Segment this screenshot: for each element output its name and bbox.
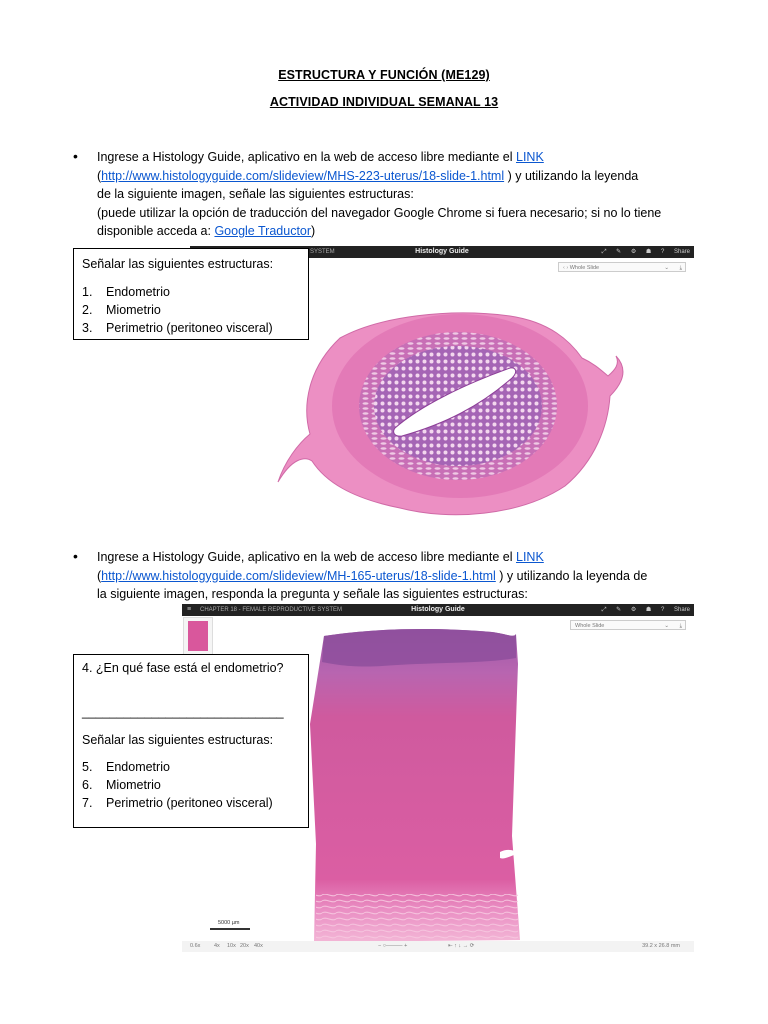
google-translate-link[interactable]: Google Traductor bbox=[214, 224, 312, 238]
s2-line1: Ingrese a Histology Guide, aplicativo en la web de acceso libre mediante el bbox=[97, 550, 516, 564]
section1-instructions bbox=[97, 148, 707, 241]
item-label: Perimetrio (peritoneo visceral) bbox=[106, 796, 273, 810]
bullet-icon: • bbox=[73, 548, 78, 564]
scale-bar bbox=[210, 928, 250, 930]
item-label: Perimetrio (peritoneo visceral) bbox=[106, 321, 273, 335]
item-number: 3. bbox=[82, 321, 93, 335]
viewer2-footer bbox=[182, 941, 694, 952]
item-number: 7. bbox=[82, 796, 93, 810]
viewer2-chapter: CHAPTER 18 - FEMALE REPRODUCTIVE SYSTEM bbox=[200, 607, 343, 613]
menu-icon[interactable]: ≡ bbox=[187, 606, 192, 613]
answer-line[interactable]: _____________________________ bbox=[82, 705, 284, 719]
s1-close-paren: ) bbox=[311, 224, 316, 238]
course-title: ESTRUCTURA Y FUNCIÓN (ME129) bbox=[278, 68, 490, 82]
s1-link[interactable]: LINK bbox=[516, 150, 544, 164]
item-number: 1. bbox=[82, 285, 93, 299]
viewer1-chapter: SYSTEM bbox=[310, 249, 335, 255]
s1-line5: disponible acceda a: bbox=[97, 224, 215, 238]
chevron-down-icon: ⌄ bbox=[664, 623, 669, 629]
s1-line2-rest: ) y utilizando la leyenda bbox=[504, 168, 639, 183]
viewer2-share-button[interactable]: Share bbox=[673, 607, 690, 613]
s2-line3: la siguiente imagen, responda la pregunta y señale las siguientes estructuras: bbox=[97, 587, 528, 601]
list-item bbox=[82, 794, 300, 812]
viewer1-share-button[interactable]: Share bbox=[673, 249, 690, 255]
activity-title: ACTIVIDAD INDIVIDUAL SEMANAL 13 bbox=[269, 95, 499, 109]
list-item bbox=[82, 283, 300, 301]
list-item bbox=[82, 301, 300, 319]
zoom-slider[interactable]: − ○——— + bbox=[378, 943, 408, 949]
s2-paren: ( bbox=[97, 568, 102, 583]
box2-list bbox=[82, 758, 300, 812]
item-number: 6. bbox=[82, 778, 93, 792]
box2-title: Señalar las siguientes estructuras: bbox=[82, 733, 274, 747]
list-item bbox=[82, 776, 300, 794]
item-number: 5. bbox=[82, 760, 93, 774]
zoom-0[interactable]: 0.6x bbox=[190, 943, 201, 949]
download-icon: ⤓ bbox=[679, 623, 682, 629]
chevron-down-icon: ⌄ bbox=[664, 265, 669, 271]
box1-title: Señalar las siguientes estructuras: bbox=[82, 257, 274, 271]
viewer1-tools[interactable]: ⤢ ✎ ⚙ ☗ ? Share bbox=[601, 249, 690, 255]
s1-line1: Ingrese a Histology Guide, aplicativo en la web de acceso libre mediante el bbox=[97, 150, 516, 164]
s2-link[interactable]: LINK bbox=[516, 550, 544, 564]
s1-line3: de la siguiente imagen, señale las siguientes estructuras: bbox=[97, 187, 414, 201]
s2-line2-rest: ) y utilizando la leyenda de bbox=[495, 568, 648, 583]
viewer2-title: Histology Guide bbox=[411, 606, 465, 613]
s2-url-link[interactable]: http://www.histologyguide.com/slideview/MH-165-uterus/18-slide-1.html bbox=[101, 568, 496, 583]
viewer1-title: Histology Guide bbox=[415, 248, 469, 255]
section2-instructions bbox=[97, 548, 707, 604]
download-icon: ⤓ bbox=[679, 265, 682, 271]
s1-url-link[interactable]: http://www.histologyguide.com/slideview/MHS-223-uterus/18-slide-1.html bbox=[101, 168, 505, 183]
nav-arrows-icon[interactable]: ⇤ ↑ ↓ → ⟳ bbox=[448, 943, 475, 949]
box1-list bbox=[82, 283, 300, 337]
list-item bbox=[82, 758, 300, 776]
zoom-4[interactable]: 40x bbox=[254, 943, 263, 949]
item-label: Miometrio bbox=[106, 303, 161, 317]
item-label: Miometrio bbox=[106, 778, 161, 792]
item-number: 2. bbox=[82, 303, 93, 317]
s1-line4: (puede utilizar la opción de traducción del navegador Google Chrome si fuera necesario; si no lo tiene bbox=[97, 205, 662, 220]
viewer2-tools[interactable]: ⤢ ✎ ⚙ ☗ ? Share bbox=[601, 607, 690, 613]
structures-box-1 bbox=[73, 248, 309, 340]
scale-label: 5000 µm bbox=[218, 920, 240, 926]
viewer2-select-value: Whole Slide bbox=[575, 623, 605, 629]
slide-dimensions: 39.2 x 26.8 mm bbox=[642, 943, 680, 949]
bullet-icon: • bbox=[73, 148, 78, 164]
question-text: 4. ¿En qué fase está el endometrio? bbox=[82, 661, 284, 675]
list-item bbox=[82, 319, 300, 337]
s1-paren: ( bbox=[97, 168, 102, 183]
zoom-3[interactable]: 20x bbox=[240, 943, 249, 949]
viewer1-select[interactable]: ‹ › Whole Slide ⌄ ⤓ bbox=[558, 262, 686, 272]
item-label: Endometrio bbox=[106, 285, 170, 299]
zoom-2[interactable]: 10x bbox=[227, 943, 236, 949]
question-box-2 bbox=[73, 654, 309, 828]
item-label: Endometrio bbox=[106, 760, 170, 774]
zoom-1[interactable]: 4x bbox=[214, 943, 220, 949]
viewer1-select-value: Whole Slide bbox=[569, 265, 600, 271]
